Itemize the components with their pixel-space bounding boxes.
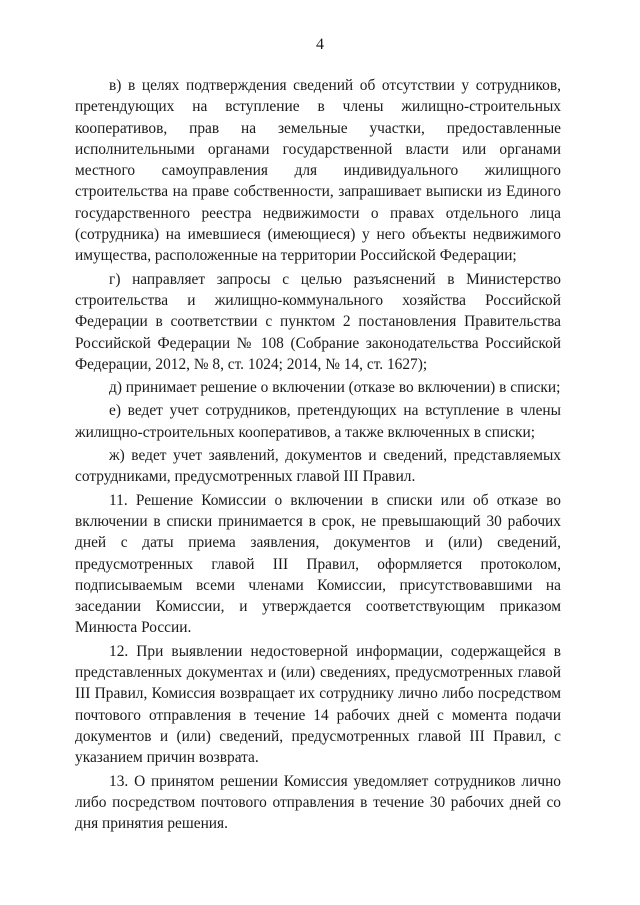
paragraph-clause-12: 12. При выявлении недостоверной информации, содержащейся в представленных документах и (или) сведениях, предусмотренных главой III Правил, Комиссия возвращает их сотруднику лично либо посредством почтового отправления в течение 14 рабочих дней с момента подачи документов и (или) сведений, предусмотренных главой III Правил, с указанием причин возврата. [75, 642, 561, 767]
paragraph-item-d: д) принимает решение о включении (отказе во включении) в списки; [109, 379, 561, 397]
paragraph-item-g: г) направляет запросы с целью разъяснений в Министерство строительства и жилищно-коммунального хозяйства Российской Федерации в соответствии с пунктом 2 постановления Правительства Российской Федерации № 108 (Собрание законодательства Российской Федерации, 2012, № 8, ст. 1024; 2014, № 14, ст. 1627); [75, 270, 561, 373]
paragraph-clause-11: 11. Решение Комиссии о включении в списки или об отказе во включении в списки принимается в срок, не превышающий 30 рабочих дней с даты приема заявления, документов и (или) сведений, предусмотренных главой III Правил, оформляется протоколом, подписываемым всеми членами Комиссии, присутствовавшими на заседании Комиссии, и утверждается соответствующим приказом Минюста России. [75, 491, 561, 637]
paragraph-clause-13: 13. О принятом решении Комиссия уведомляет сотрудников лично либо посредством почтового отправления в течение 30 рабочих дней со дня принятия решения. [75, 772, 561, 833]
paragraph-item-v: в) в целях подтверждения сведений об отсутствии у сотрудников, претендующих на вступление в члены жилищно-строительных кооперативов, прав на земельные участки, предоставленные исполнительными органами государственной власти или органами местного самоуправления для индивидуального жилищного строительства на праве собственности, запрашивает выписки из Единого государственного реестра недвижимости о правах отдельного лица (сотрудника) на имевшиеся (имеющиеся) у него объекты недвижимого имущества, расположенные на территории Российской Федерации; [75, 77, 561, 265]
page-number: 4 [316, 36, 324, 53]
paragraph-item-e: е) ведет учет сотрудников, претендующих на вступление в члены жилищно-строительных кооперативов, а также включенных в списки; [75, 402, 561, 441]
document-body [75, 75, 561, 836]
paragraph-item-zh: ж) ведет учет заявлений, документов и сведений, представляемых сотрудниками, предусмотренных главой III Правил. [75, 447, 561, 486]
